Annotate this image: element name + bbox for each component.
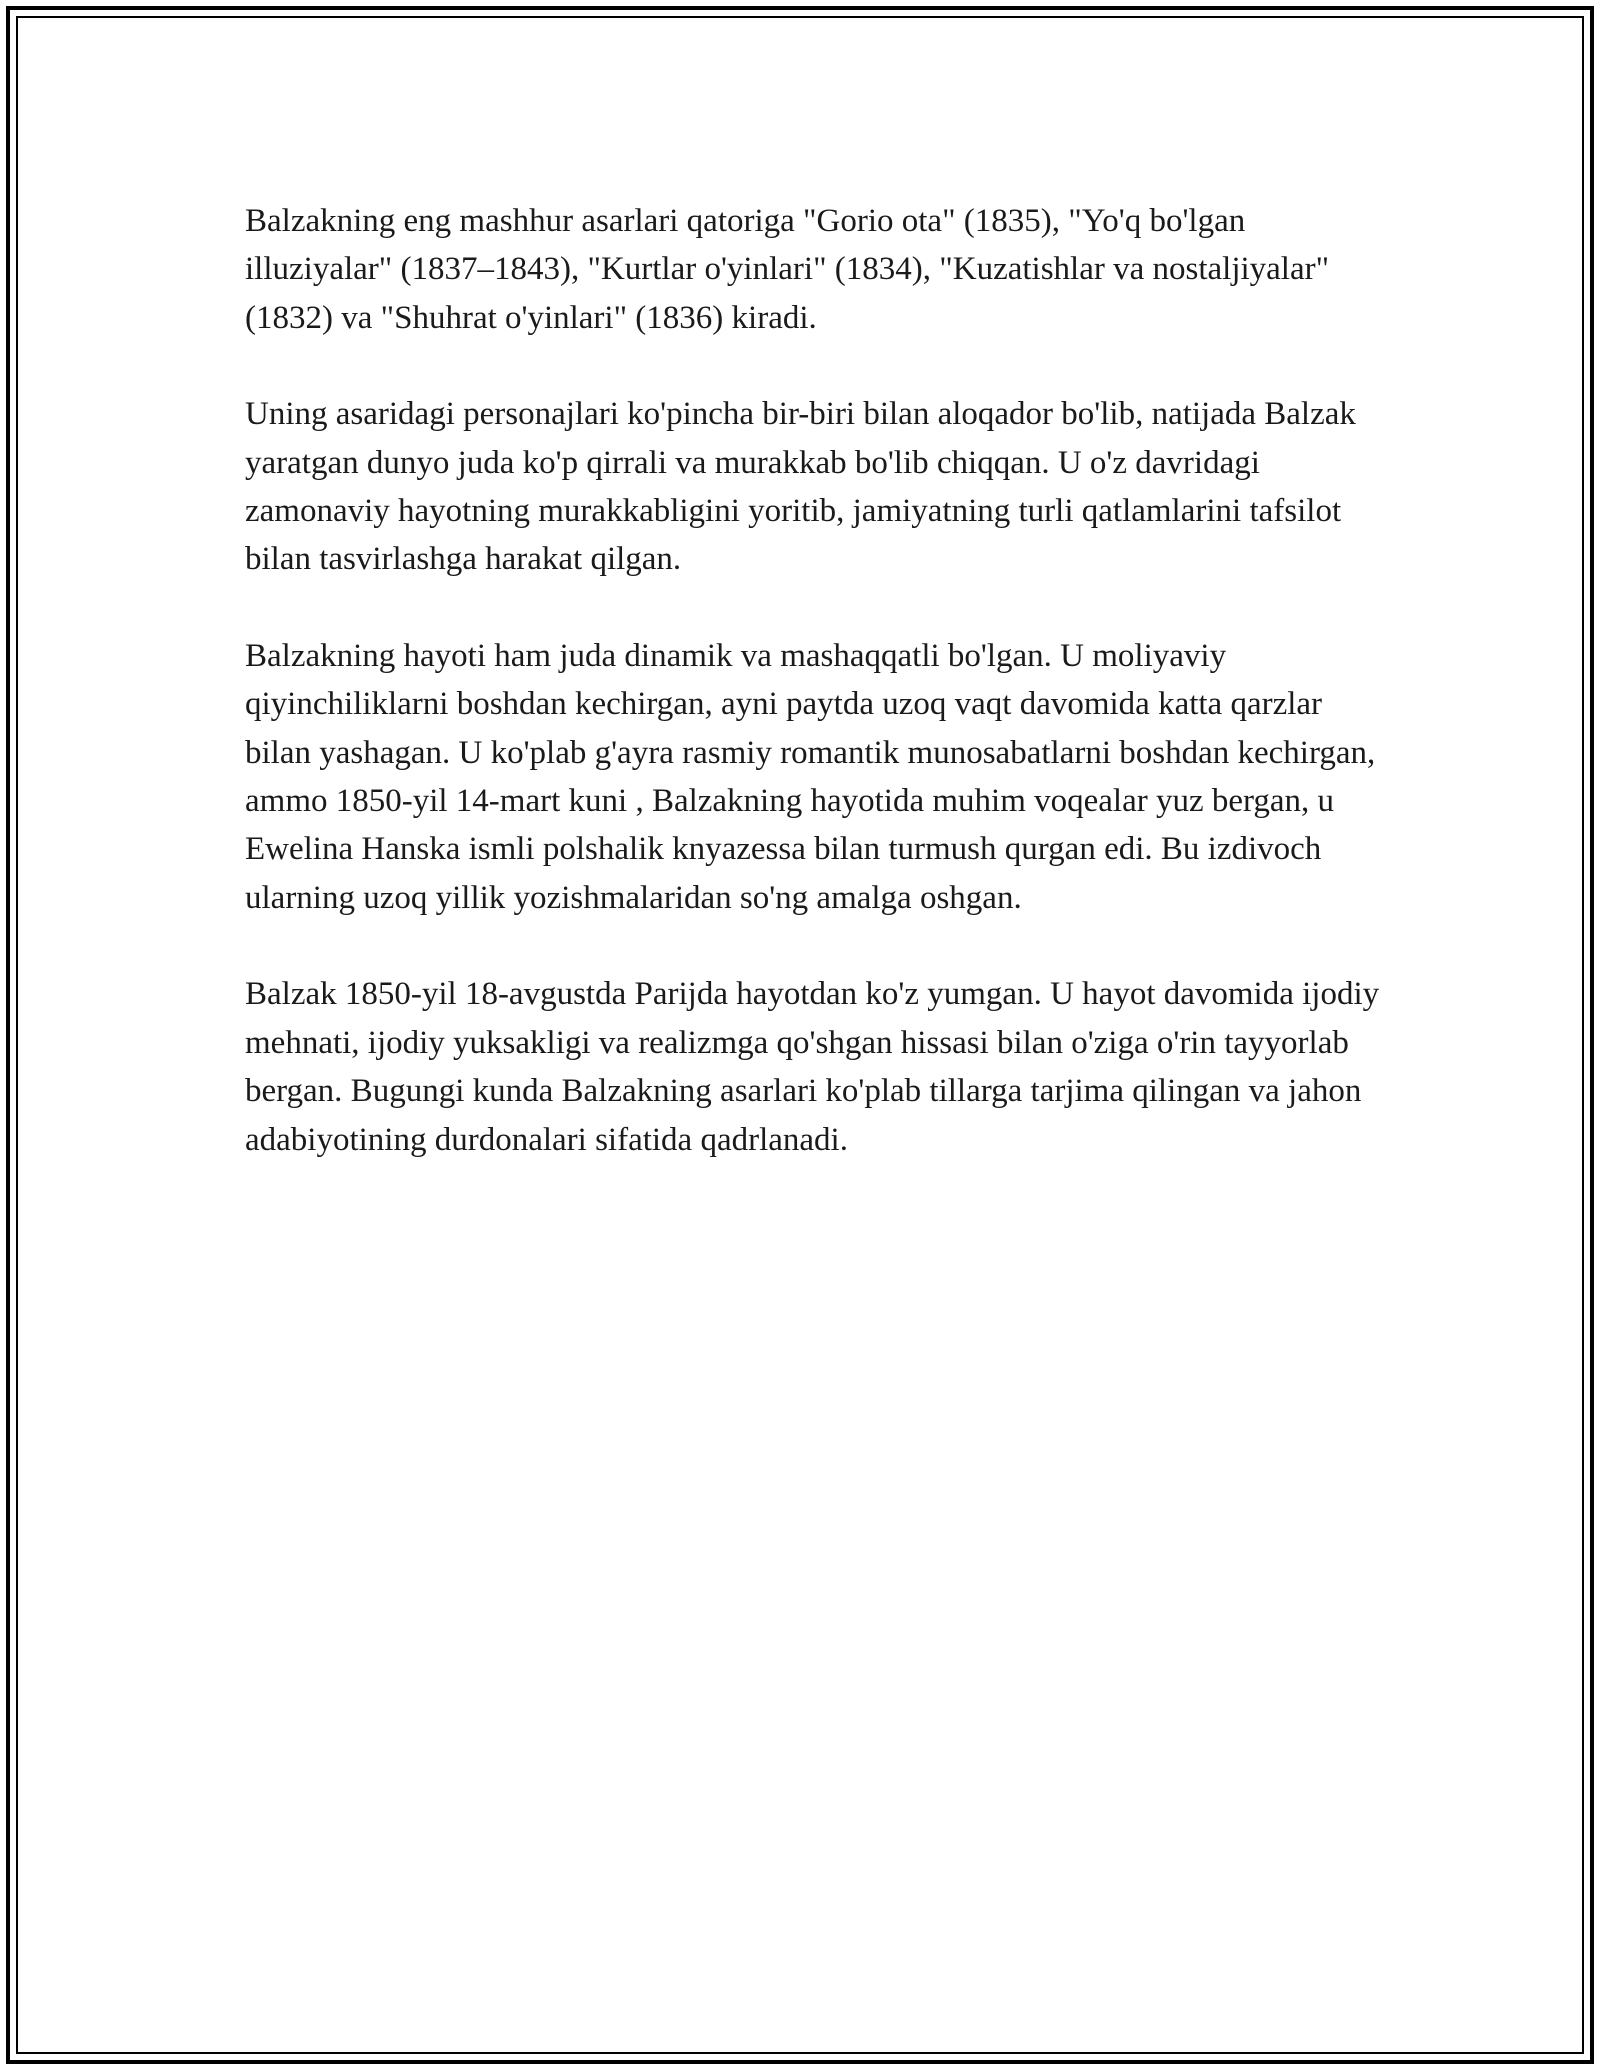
paragraph-life: Balzakning hayoti ham juda dinamik va mashaqqatli bo'lgan. U moliyaviy qiyinchiliklarni boshdan kechirgan, ayni paytda uzoq vaqt davomida katta qarzlar bilan yashagan. U ko'plab g'ayra rasmiy romantik munosabatlarni boshdan kechirgan, ammo 1850-yil 14-mart kuni , Balzakning hayotida muhim voqealar yuz bergan, u Ewelina Hanska ismli polshalik knyazessa bilan turmush qurgan edi. Bu izdivoch ularning uzoq yillik yozishmalaridan so'ng amalga oshgan. <box>245 637 1376 916</box>
paragraph-characters: Uning asaridagi personajlari ko'pincha bir-biri bilan aloqador bo'lib, natijada Balzak yaratgan dunyo juda ko'p qirrali va murakkab bo'lib chiqqan. U o'z davridagi zamonaviy hayotning murakkabligini yoritib, jamiyatning turli qatlamlarini tafsilot bilan tasvirlashga harakat qilgan. <box>245 396 1356 578</box>
paragraph-death-legacy: Balzak 1850-yil 18-avgustda Parijda hayotdan ko'z yumgan. U hayot davomida ijodiy mehnati, ijodiy yuksakligi va realizmga qo'shgan hissasi bilan o'ziga o'rin tayyorlab bergan. Bugungi kunda Balzakning asarlari ko'plab tillarga tarjima qilingan va jahon adabiyotining durdonalari sifatida qadrlanadi. <box>245 976 1380 1158</box>
paragraph-famous-works: Balzakning eng mashhur asarlari qatoriga "Gorio ota" (1835), "Yo'q bo'lgan illuziyalar" (1837–1843), "Kurtlar o'yinlari" (1834), "Kuzatishlar va nostaljiyalar" (1832) va "Shuhrat o'yinlari" (1836) kiradi. <box>245 203 1330 336</box>
page-frame <box>6 6 1594 2064</box>
document-body <box>245 197 1385 1164</box>
